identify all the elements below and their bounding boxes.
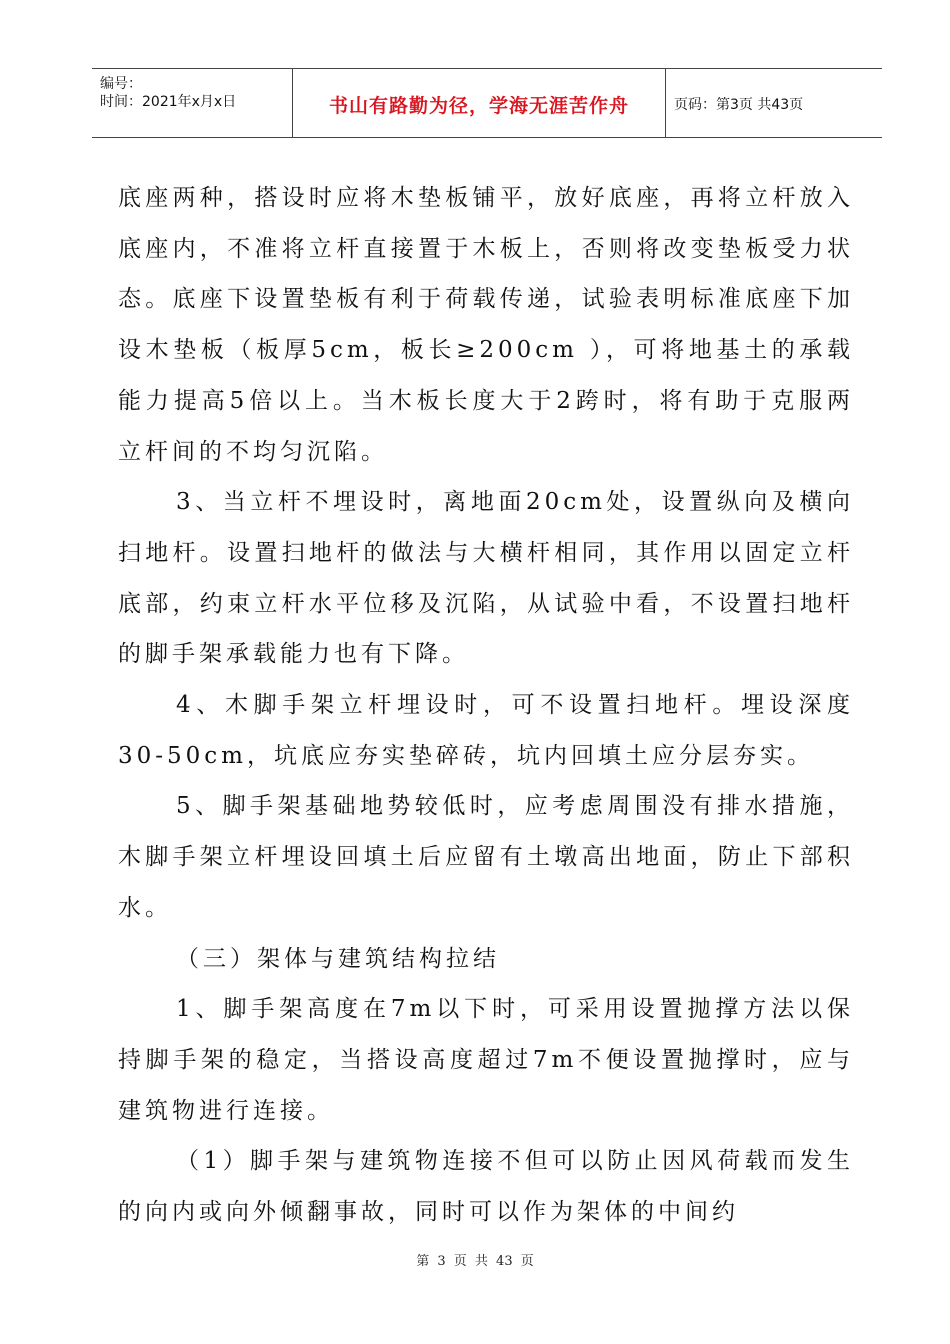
paragraph-item-1: 1、脚手架高度在7m以下时，可采用设置抛撑方法以保持脚手架的稳定，当搭设高度超过7m不便设置抛撑时，应与建筑物进行连接。	[118, 996, 854, 1124]
number-label: 编号：	[100, 76, 142, 92]
header-page-cell	[666, 69, 882, 137]
date-label: 时间：2021年x月x日	[100, 94, 237, 110]
document-body	[118, 173, 854, 1238]
header-page-info: 页码：第3页 共43页	[674, 97, 804, 113]
paragraph-item-4: 4、木脚手架立杆埋设时，可不设置扫地杆。埋设深度30-50cm，坑底应夯实垫碎砖，坑内回填土应分层夯实。	[118, 692, 854, 769]
paragraph-item-5: 5、脚手架基础地势较低时，应考虑周围没有排水措施，木脚手架立杆埋设回填土后应留有土墩高出地面，防止下部积水。	[118, 793, 854, 921]
header-info-cell	[92, 69, 293, 137]
page-footer: 第 3 页 共 43 页	[416, 1254, 534, 1269]
paragraph-continuation: 底座两种，搭设时应将木垫板铺平，放好底座，再将立杆放入底座内，不准将立杆直接置于木板上，否则将改变垫板受力状态。底座下设置垫板有利于荷载传递，试验表明标准底座下加设木垫板（板厚5cm，板长≥200cm ），可将地基土的承载能力提高5倍以上。当木板长度大于2跨时，将有助于克服两立杆间的不均匀沉陷。	[118, 185, 854, 465]
document-header	[92, 68, 882, 138]
section-heading: （三）架体与建筑结构拉结	[176, 945, 500, 972]
paragraph-item-3: 3、当立杆不埋设时，离地面20cm处，设置纵向及横向扫地杆。设置扫地杆的做法与大横杆相同，其作用以固定立杆底部，约束立杆水平位移及沉陷，从试验中看，不设置扫地杆的脚手架承载能力也有下降。	[118, 489, 854, 668]
paragraph-sub-item-1: （1）脚手架与建筑物连接不但可以防止因风荷载而发生的向内或向外倾翻事故，同时可以作为架体的中间约	[118, 1148, 854, 1226]
header-motto: 书山有路勤为径，学海无涯苦作舟	[328, 95, 629, 117]
header-motto-cell	[293, 69, 666, 137]
